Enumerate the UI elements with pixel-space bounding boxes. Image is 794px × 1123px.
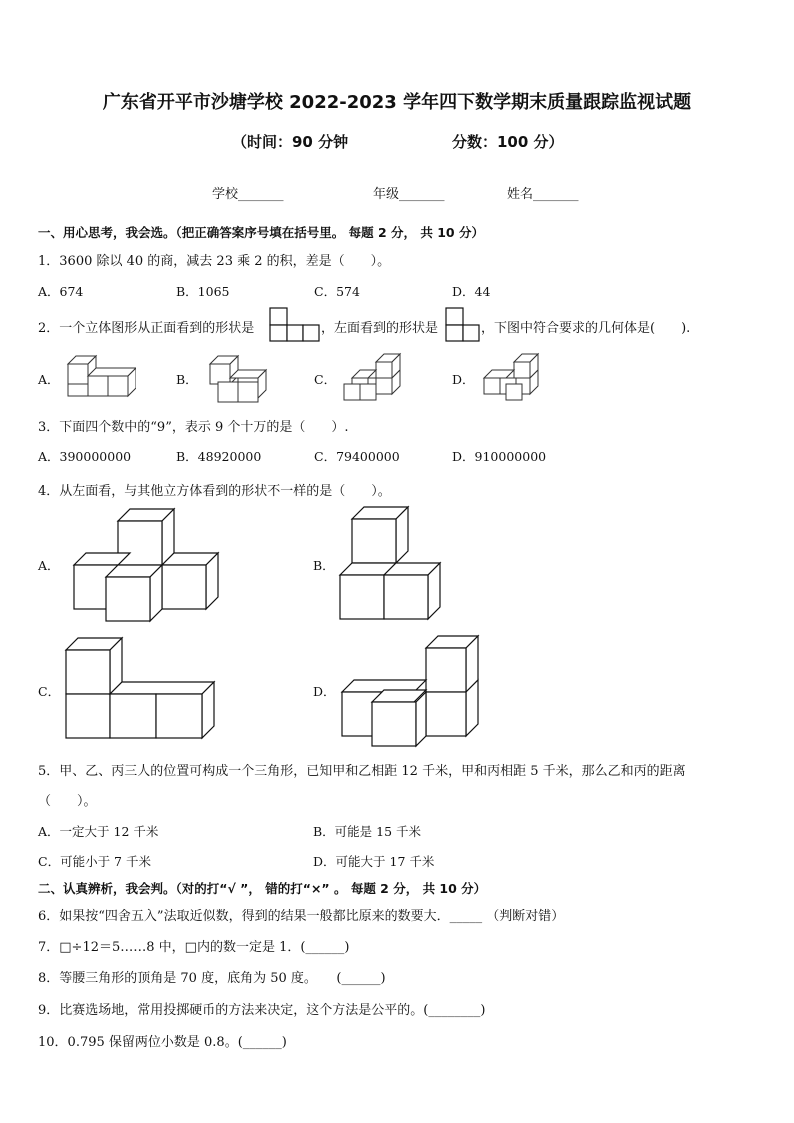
exam-score: 分数：100 分） [452,133,564,151]
q5-option-a[interactable]: A．一定大于 12 千米 [38,824,159,839]
question-4: 4．从左面看，与其他立方体看到的形状不一样的是（ ）。 [38,484,391,499]
page-title: 广东省开平市沙塘学校 2022-2023 学年四下数学期末质量跟踪监视试题 [102,92,692,113]
question-2-part-1: 2．一个立体图形从正面看到的形状是 [38,321,255,336]
q3-option-b[interactable]: B．48920000 [176,449,262,464]
q2-option-a-figure [64,352,136,400]
question-2-part-3: ，下图中符合要求的几何体是( ). [481,321,691,336]
q4-option-d[interactable]: D． [313,684,336,699]
q3-option-a[interactable]: A．390000000 [38,449,132,464]
q1-option-b[interactable]: B．1065 [176,284,230,299]
exam-time: （时间：90 分钟 [232,133,349,151]
q5-option-d[interactable]: D．可能大于 17 千米 [313,854,435,869]
question-9: 9．比赛选场地，常用投掷硬币的方法来决定，这个方法是公平的。(________) [38,1003,486,1018]
question-3: 3．下面四个数中的“9”，表示 9 个十万的是（ ）. [38,420,349,435]
q4-option-a[interactable]: A． [38,558,60,573]
q5-option-b[interactable]: B．可能是 15 千米 [313,824,422,839]
q5-option-c[interactable]: C．可能小于 7 千米 [38,854,151,869]
q1-option-d[interactable]: D．44 [452,284,491,299]
q4-option-a-figure [66,505,222,625]
q4-option-d-figure [340,634,480,748]
question-2-part-2: ，左面看到的形状是 [321,321,439,336]
question-1: 1．3600 除以 40 的商，减去 23 乘 2 的积，差是（ ）。 [38,254,391,269]
question-5: 5．甲、乙、丙三人的位置可构成一个三角形，已知甲和乙相距 12 千米，甲和丙相距 5 千米，那么乙和丙的距离 [38,764,686,779]
grade-field[interactable]: 年级_______ [373,187,445,202]
q4-option-b[interactable]: B． [313,558,335,573]
q1-option-a[interactable]: A．674 [38,284,84,299]
q4-option-c-figure [64,636,220,746]
q2-option-c[interactable]: C． [314,372,337,387]
question-7: 7．□÷12＝5……8 中，□内的数一定是 1．(______) [38,940,350,955]
front-view-figure [269,307,321,343]
q4-option-c[interactable]: C． [38,684,61,699]
name-field[interactable]: 姓名_______ [507,187,579,202]
q4-option-b-figure [338,505,448,625]
q3-option-d[interactable]: D．910000000 [452,449,547,464]
section-1-heading: 一、用心思考，我会选。（把正确答案序号填在括号里。 每题 2 分， 共 10 分） [38,225,484,240]
q3-option-c[interactable]: C．79400000 [314,449,400,464]
school-field[interactable]: 学校_______ [212,187,284,202]
q2-option-b-figure [202,352,274,404]
question-6: 6．如果按“四舍五入”法取近似数，得到的结果一般都比原来的数要大．_____ （判断对错） [38,909,565,924]
q2-option-d[interactable]: D． [452,372,475,387]
question-10: 10．0.795 保留两位小数是 0.8。(______) [38,1035,287,1050]
section-2-heading: 二、认真辨析，我会判。（对的打“√ ”， 错的打“×” 。 每题 2 分， 共 10 分） [38,881,487,896]
q2-option-d-figure [478,352,542,402]
q2-option-b[interactable]: B． [176,372,198,387]
question-8: 8．等腰三角形的顶角是 70 度，底角为 50 度。 (______) [38,971,386,986]
q2-option-a[interactable]: A． [38,372,60,387]
q2-option-c-figure [340,352,404,402]
left-view-figure [445,307,481,343]
question-5-blank: （ ）。 [38,794,97,809]
q1-option-c[interactable]: C．574 [314,284,360,299]
